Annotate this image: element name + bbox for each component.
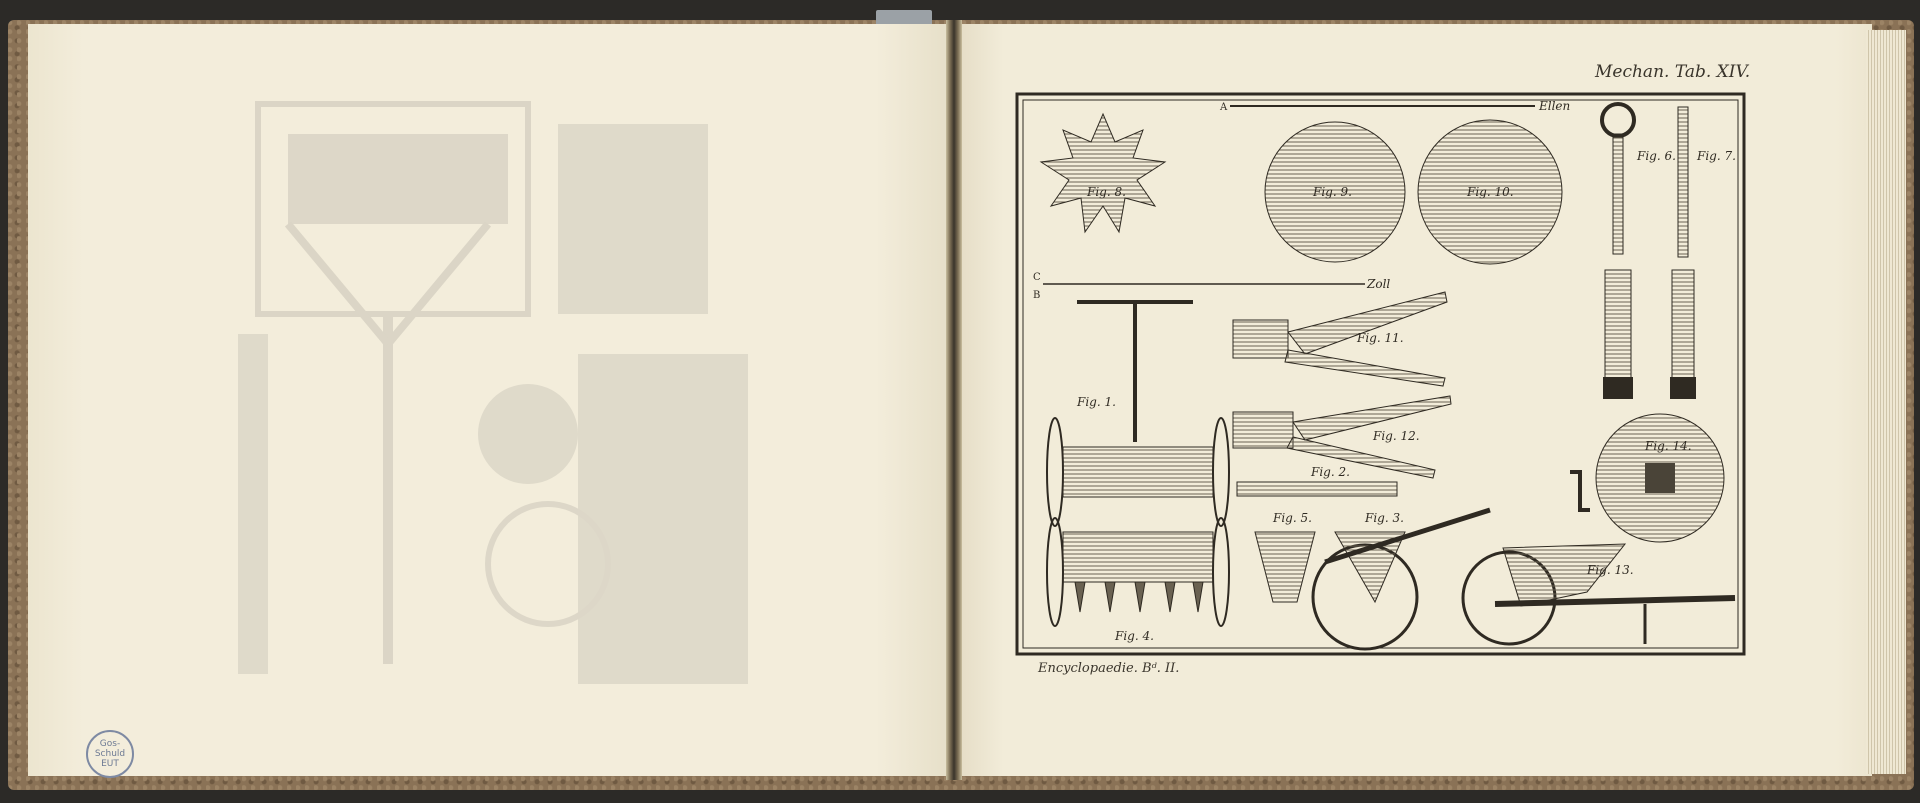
fig7-screw-shaft <box>1678 107 1688 257</box>
fig12-block <box>1233 412 1293 448</box>
fig1-wheel-left <box>1047 418 1063 526</box>
fig5-label: Fig. 5. <box>1273 511 1312 525</box>
scale-label-zoll: Zoll <box>1367 277 1391 291</box>
fig14-square-hole <box>1645 463 1675 493</box>
left-page <box>28 24 950 776</box>
fig4-wheel-left <box>1047 518 1063 626</box>
fig6-body <box>1605 270 1631 385</box>
fig6-screw-eye <box>1602 104 1634 136</box>
fig6-brush <box>1603 377 1633 399</box>
show-through-ghost-image <box>228 84 948 704</box>
stamp-line-1: Gos- <box>99 739 121 749</box>
fig12-arm-upper <box>1293 396 1451 440</box>
fig1-box <box>1063 447 1213 497</box>
fig4-label: Fig. 4. <box>1115 629 1154 643</box>
fig1-label: Fig. 1. <box>1077 395 1116 409</box>
fig11-arm-lower <box>1285 350 1445 386</box>
fig6-label: Fig. 6. <box>1637 149 1676 163</box>
fig6-screw-shaft <box>1613 134 1623 254</box>
fig11-block <box>1233 320 1288 358</box>
fig13-label: Fig. 13. <box>1587 563 1634 577</box>
fig8-label: Fig. 8. <box>1087 185 1126 199</box>
plate-header: Mechan. Tab. XIV. <box>1595 62 1751 82</box>
fig3-label: Fig. 3. <box>1365 511 1404 525</box>
fig12-arm-lower <box>1287 437 1435 478</box>
fig7-label: Fig. 7. <box>1697 149 1736 163</box>
fig10-label: Fig. 10. <box>1467 185 1514 199</box>
scale-label-ellen: Ellen <box>1539 99 1571 113</box>
fig2-label: Fig. 2. <box>1311 465 1350 479</box>
fig7-body <box>1672 270 1694 385</box>
fig12-label: Fig. 12. <box>1373 429 1420 443</box>
svg-text:A: A <box>1220 102 1228 113</box>
page-edges <box>1866 30 1906 774</box>
fig4-wheel-right <box>1213 518 1229 626</box>
stamp-line-2: Schuld <box>94 749 126 759</box>
svg-text:B: B <box>1033 290 1041 301</box>
fig5-hopper <box>1255 532 1315 602</box>
fig11-label: Fig. 11. <box>1357 331 1404 345</box>
library-stamp <box>86 730 134 778</box>
engraving-plate <box>1015 92 1746 656</box>
fig1-wheel-right <box>1213 418 1229 526</box>
fig4-coulters <box>1075 582 1203 612</box>
stamp-line-3: EUT <box>101 759 119 769</box>
svg-text:C: C <box>1033 272 1041 283</box>
z-bracket <box>1570 472 1590 510</box>
book-gutter <box>946 20 962 780</box>
fig7-brush <box>1670 377 1696 399</box>
fig9-label: Fig. 9. <box>1313 185 1352 199</box>
plate-footer: Encyclopaedie. Bᵈ. II. <box>1038 661 1180 676</box>
fig14-label: Fig. 14. <box>1645 439 1692 453</box>
fig8-star-gear <box>1041 114 1165 232</box>
fig2-roller <box>1237 482 1397 496</box>
fig4-box <box>1063 532 1213 582</box>
